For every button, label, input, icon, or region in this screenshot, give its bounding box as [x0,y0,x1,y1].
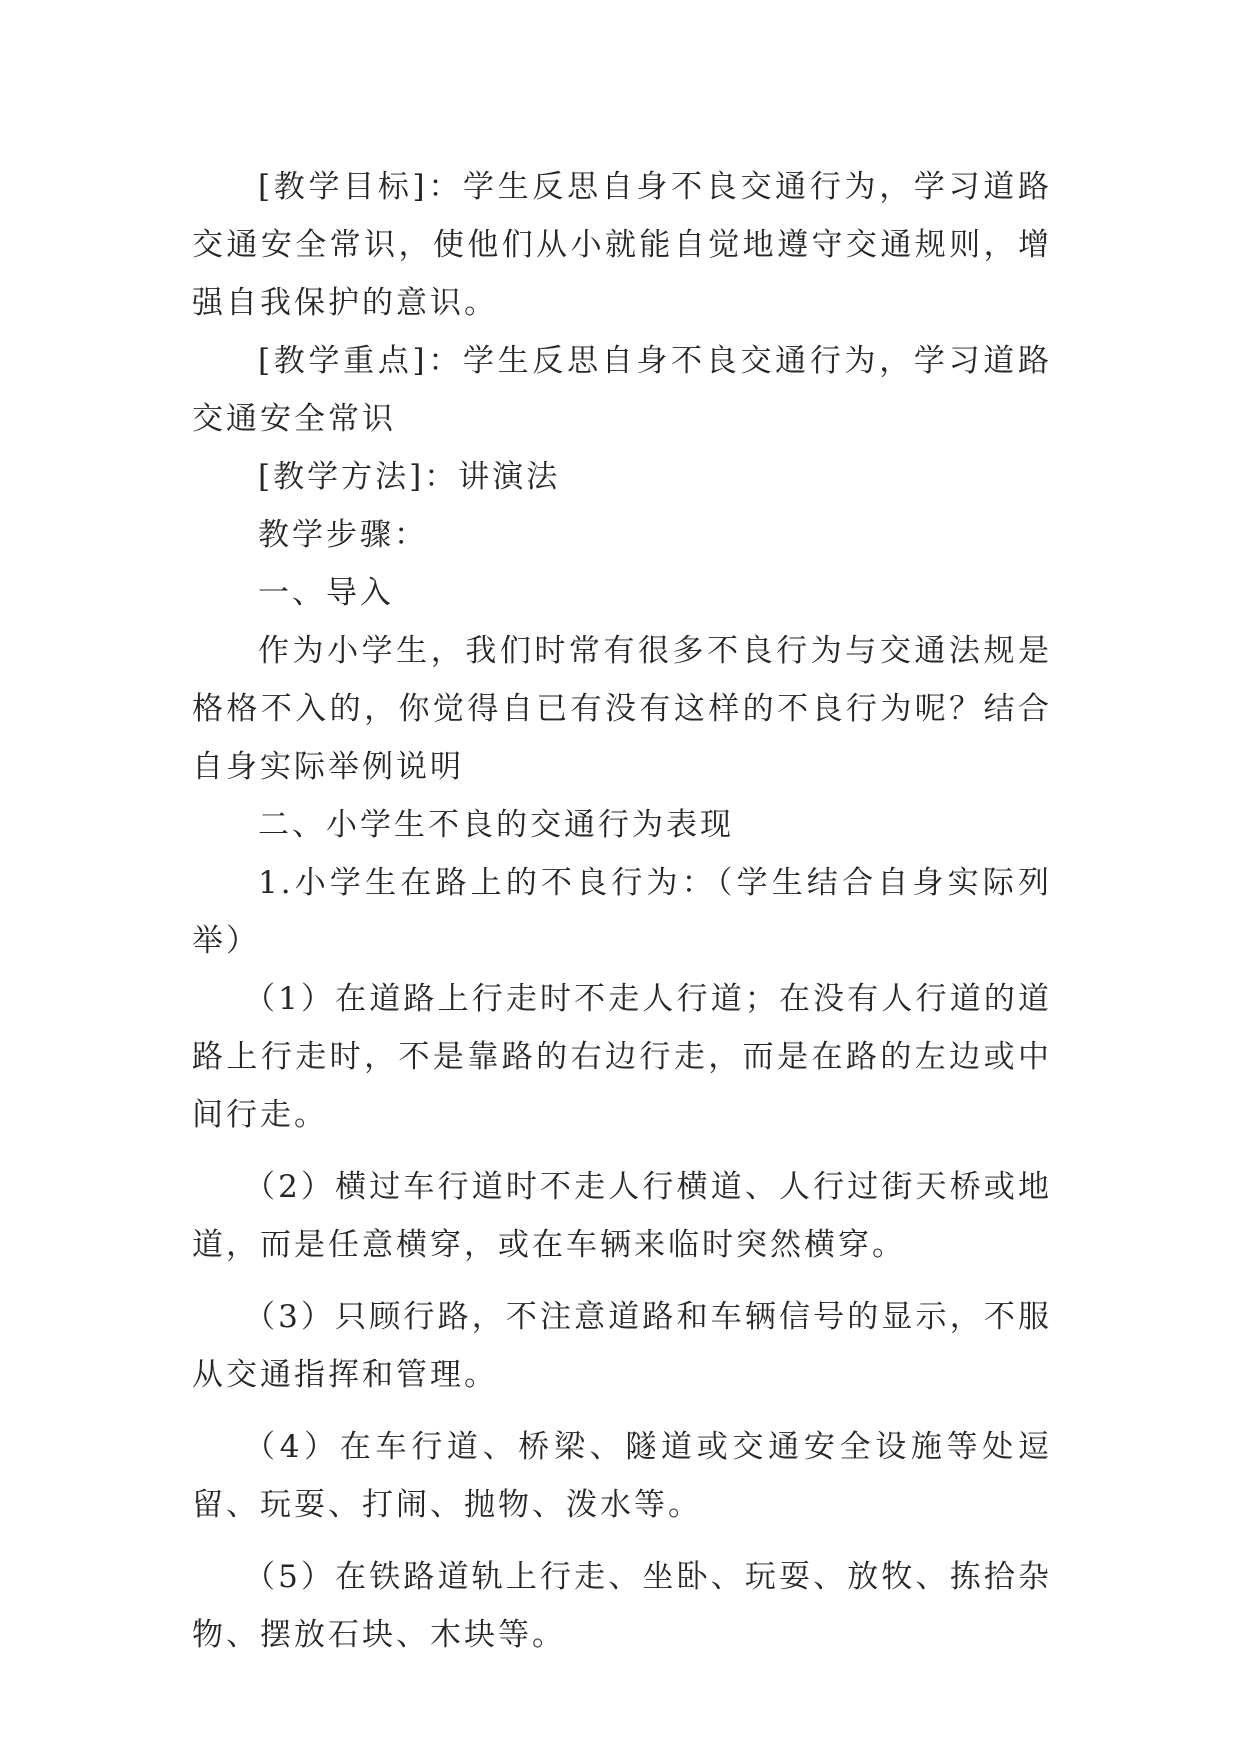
list-item-2: （2）横过车行道时不走人行横道、人行过街天桥或地道，而是任意横穿，或在车辆来临时突然横穿。 [192,1169,1052,1263]
list-item-1: （1）在道路上行走时不走人行道；在没有人行道的道路上行走时，不是靠路的右边行走，而是在路的左边或中间行走。 [192,981,1052,1133]
section-heading-bad-behaviors: 二、小学生不良的交通行为表现 [258,807,734,843]
paragraph-introduction: 作为小学生，我们时常有很多不良行为与交通法规是格格不入的，你觉得自已有没有这样的不良行为呢？结合自身实际举例说明 [192,633,1052,785]
list-item-4: （4）在车行道、桥梁、隧道或交通安全设施等处逗留、玩耍、打闹、抛物、泼水等。 [192,1429,1052,1523]
paragraph-teaching-method: [教学方法]：讲演法 [258,459,561,495]
list-item-5: （5）在铁路道轨上行走、坐卧、玩耍、放牧、拣拾杂物、摆放石块、木块等。 [192,1559,1052,1653]
paragraph-teaching-steps: 教学步骤： [258,517,428,553]
subheading-road-behaviors: 1.小学生在路上的不良行为：（学生结合自身实际列举） [192,865,1052,959]
paragraph-teaching-focus: [教学重点]：学生反思自身不良交通行为，学习道路交通安全常识 [192,343,1052,437]
document-body [192,158,1052,1664]
list-item-3: （3）只顾行路，不注意道路和车辆信号的显示，不服从交通指挥和管理。 [192,1299,1052,1393]
paragraph-teaching-objective: [教学目标]：学生反思自身不良交通行为，学习道路交通安全常识，使他们从小就能自觉地遵守交通规则，增强自我保护的意识。 [192,169,1052,321]
section-heading-introduction: 一、导入 [258,575,394,611]
